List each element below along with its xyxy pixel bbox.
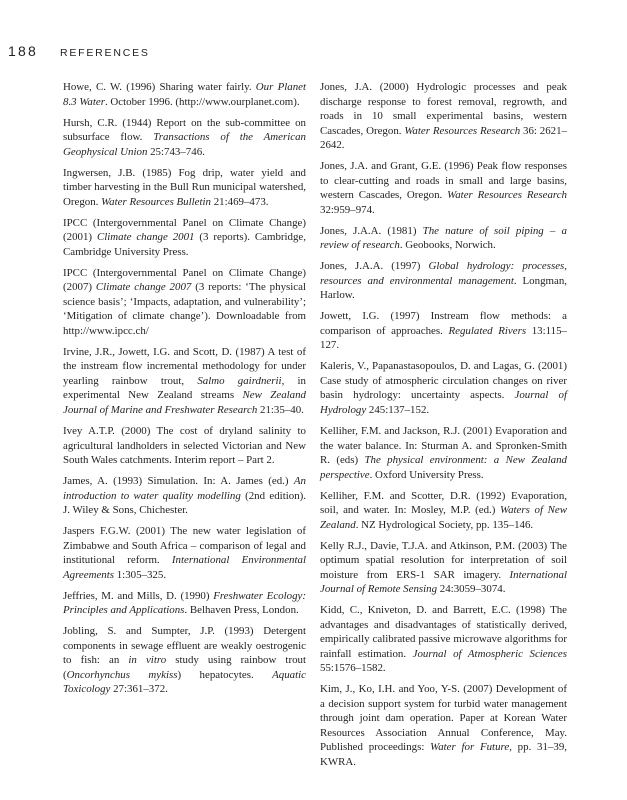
section-title: REFERENCES	[59, 47, 150, 59]
reference-text-segment: Kelliher, F.M. and Jackson, R.J. (2001) Evaporation and the water balance. In: Sturman A. and Spronken-Smith R. (eds)	[320, 425, 567, 467]
reference-text-segment: . Longman, Harlow.	[320, 274, 567, 302]
reference-entry	[63, 116, 306, 160]
reference-italic-segment: Climate change 2007	[95, 281, 192, 294]
reference-italic-segment: New Zealand Journal of Marine and Freshwater Research	[63, 389, 306, 416]
reference-entry	[320, 359, 567, 417]
reference-entry	[320, 682, 567, 769]
reference-italic-segment: Water Resources Bulletin	[101, 195, 212, 208]
reference-text-segment: . October 1996. (http://www.ourplanet.com).	[104, 95, 300, 108]
reference-entry	[320, 489, 567, 533]
reference-text-segment: 13:115–127.	[320, 324, 567, 352]
reference-text-segment: (3 reports). Cambridge, Cambridge University Press.	[63, 231, 306, 258]
reference-text-segment: 21:35–40.	[257, 403, 304, 416]
reference-text-segment: Howe, C. W. (1996) Sharing water fairly.	[63, 81, 256, 93]
reference-text-segment: Irvine, J.R., Jowett, I.G. and Scott, D. (1987) A test of the instream flow incremental methodology for under yearling rainbow trout,	[63, 345, 306, 387]
reference-text-segment: Kim, J., Ko, I.H. and Yoo, Y-S. (2007) Development of a decision support system for turbid water management through joint dam operation. Paper at Korean Water Resources Association Annual Conference, May. Published proceedings:	[320, 683, 567, 754]
reference-text-segment: Jones, J.A.A. (1981)	[320, 224, 423, 237]
reference-entry	[320, 603, 567, 676]
reference-italic-segment: International Environmental Agreements	[63, 554, 306, 581]
reference-text-segment: 27:361–372.	[110, 683, 168, 696]
reference-entry	[320, 424, 567, 482]
reference-italic-segment: International Journal of Remote Sensing	[320, 568, 567, 596]
reference-entry	[63, 345, 306, 418]
reference-italic-segment: Freshwater Ecology: Principles and Applications	[63, 589, 306, 617]
reference-entry	[63, 166, 306, 210]
reference-italic-segment: Salmo gairdnerii	[197, 374, 282, 387]
reference-text-segment: IPCC (Intergovernmental Panel on Climate Change) (2001)	[63, 216, 306, 244]
reference-italic-segment: Oncorhynchus mykiss	[66, 668, 178, 681]
reference-entry	[63, 474, 306, 518]
reference-italic-segment: Water Resources Research	[447, 189, 568, 202]
reference-text-segment: Kaleris, V., Papanastasopoulos, D. and Lagas, G. (2001) Case study of atmospheric circulation changes on river basin hydrology: uncertainty aspects.	[320, 360, 567, 402]
reference-text-segment: James, A. (1993) Simulation. In: A. James (ed.)	[63, 475, 294, 488]
reference-italic-segment: Waters of New Zealand	[320, 504, 567, 531]
reference-text-segment: Ivey A.T.P. (2000) The cost of dryland salinity to agricultural landholders in selected Victorian and New South Wales catchments. Interim report – Part 2.	[63, 425, 306, 467]
reference-text-segment: 25:743–746.	[147, 145, 205, 158]
reference-text-segment: Jones, J.A. and Grant, G.E. (1996) Peak flow responses to clear-cutting and roads in small and large basins, western Cascades, Oregon.	[320, 160, 567, 202]
reference-italic-segment: Regulated Rivers	[448, 324, 527, 337]
reference-column-right	[320, 80, 567, 776]
reference-text-segment: (3 reports: ‘The physical science basis’; ‘Impacts, adaptation, and vulnerability’; ‘Mitigation of climate change’). Downloadable from http://www.ipcc.ch/	[63, 281, 306, 337]
reference-text-segment: Jeffries, M. and Mills, D. (1990)	[63, 589, 214, 602]
reference-entry	[320, 80, 567, 153]
reference-text-segment: Jones, J.A. (2000) Hydrologic processes and peak discharge response to forest removal, regrowth, and roads in 10 small experimental basins, western Cascades, Oregon.	[320, 81, 567, 137]
reference-text-segment: Kidd, C., Kniveton, D. and Barrett, E.C. (1998) The advantages and disadvantages of statistically derived, empirically calibrated passive microwave algorithms for rainfall estimation.	[320, 604, 567, 660]
reference-italic-segment: Journal of Atmospheric Sciences	[412, 647, 567, 660]
reference-italic-segment: Journal of Hydrology	[320, 389, 567, 416]
reference-entry	[63, 589, 306, 618]
reference-italic-segment: Aquatic Toxicology	[63, 668, 306, 696]
reference-text-segment: 245:137–152.	[366, 403, 430, 416]
reference-text-segment: 24:3059–3074.	[437, 583, 506, 596]
reference-text-segment: Jones, J.A.A. (1997)	[320, 260, 429, 273]
reference-entry	[320, 539, 567, 597]
reference-italic-segment: Our Planet 8.3 Water	[63, 81, 306, 108]
reference-entry	[320, 159, 567, 217]
reference-entry	[63, 80, 306, 109]
reference-entry	[320, 259, 567, 303]
reference-entry	[63, 624, 306, 697]
reference-italic-segment: Climate change 2001	[96, 231, 195, 244]
reference-text-segment: . Geobooks, Norwich.	[399, 239, 496, 252]
reference-text-segment: 32:959–974.	[320, 203, 375, 216]
reference-text-segment: ) hepatocytes.	[177, 668, 273, 681]
reference-italic-segment: in vitro	[128, 654, 167, 667]
reference-text-segment: 21:469–473.	[211, 195, 269, 208]
reference-italic-segment: An introduction to water quality modelling	[63, 475, 306, 502]
reference-text-segment: Kelly R.J., Davie, T.J.A. and Atkinson, P.M. (2003) The optimum spatial resolution for interpretation of soil moisture from ERS-1 SAR imagery.	[320, 539, 567, 581]
reference-entry	[320, 224, 567, 253]
reference-entry	[63, 524, 306, 582]
reference-entry	[63, 216, 306, 260]
reference-text-segment: . NZ Hydrological Society, pp. 135–146.	[355, 518, 534, 531]
reference-entry	[63, 424, 306, 468]
reference-text-segment: , in experimental New Zealand streams	[63, 374, 306, 402]
reference-text-segment: Kelliher, F.M. and Scotter, D.R. (1992) Evaporation, soil, and water. In: Mosley, M.P. (ed.)	[320, 489, 567, 517]
reference-text-segment: IPCC (Intergovernmental Panel on Climate Change) (2007)	[63, 266, 306, 294]
reference-column-left	[63, 80, 306, 704]
reference-text-segment: Ingwersen, J.B. (1985) Fog drip, water yield and timber harvesting in the Bull Run municipal watershed, Oregon.	[63, 166, 306, 208]
reference-entry	[63, 266, 306, 339]
reference-italic-segment: Transactions of the American Geophysical Union	[63, 131, 306, 158]
reference-italic-segment: Global hydrology: processes, resources and environmental management	[320, 260, 567, 287]
running-head	[8, 43, 150, 61]
reference-text-segment: , pp. 31–39, KWRA.	[320, 741, 567, 768]
reference-text-segment: Hursh, C.R. (1944) Report on the sub-committee on subsurface flow.	[63, 116, 306, 144]
reference-text-segment: Jowett, I.G. (1997) Instream flow methods: a comparison of approaches.	[320, 310, 567, 337]
page-number: 188	[8, 43, 38, 59]
reference-text-segment: study using rainbow trout (	[63, 654, 306, 681]
reference-text-segment: . Belhaven Press, London.	[184, 604, 299, 617]
reference-text-segment: (2nd edition). J. Wiley & Sons, Chichester.	[63, 489, 306, 517]
reference-text-segment: 36: 2621–2642.	[320, 124, 567, 151]
reference-text-segment: . Oxford University Press.	[369, 468, 484, 481]
reference-text-segment: Jaspers F.G.W. (2001) The new water legislation of Zimbabwe and South Africa – comparison of legal and institutional reform.	[63, 525, 306, 567]
reference-italic-segment: Water Resources Research	[404, 124, 521, 137]
reference-text-segment: 1:305–325.	[114, 568, 167, 581]
reference-text-segment: Jobling, S. and Sumpter, J.P. (1993) Detergent components in sewage effluent are weakly oestrogenic to fish: an	[63, 625, 306, 667]
reference-italic-segment: Water for Future	[430, 741, 510, 754]
reference-text-segment: 55:1576–1582.	[320, 662, 386, 675]
reference-entry	[320, 309, 567, 353]
reference-italic-segment: The physical environment: a New Zealand perspective	[320, 454, 567, 481]
reference-italic-segment: The nature of soil piping – a review of research	[320, 224, 568, 252]
